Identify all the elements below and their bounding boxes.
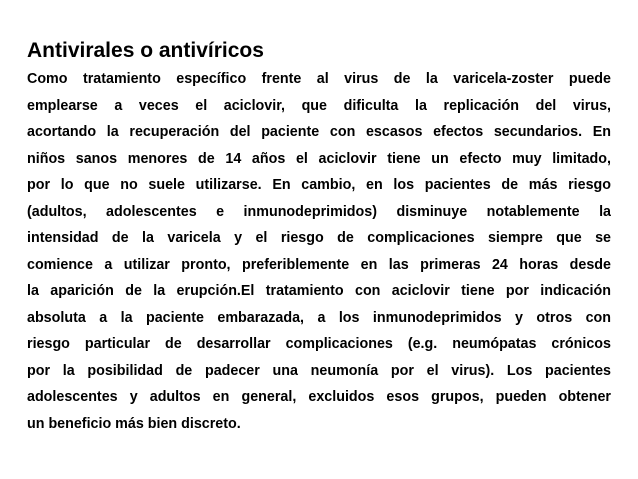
page-title: Antivirales o antivíricos	[27, 39, 264, 62]
paragraph-line: (adultos, adolescentes e inmunodeprimidos) disminuye notablemente la	[27, 203, 611, 220]
paragraph-line: un beneficio más bien discreto.	[27, 415, 241, 432]
paragraph-line: la aparición de la erupción.El tratamiento con aciclovir tiene por indicación	[27, 283, 611, 299]
paragraph-line: emplearse a veces el aciclovir, que dificulta la replicación del virus,	[27, 97, 611, 114]
paragraph-line: intensidad de la varicela y el riesgo de complicaciones siempre que se	[27, 230, 611, 246]
paragraph-line: absoluta a la paciente embarazada, a los inmunodeprimidos y otros con	[27, 309, 611, 326]
slide-content	[27, 38, 611, 437]
paragraph-line: acortando la recuperación del paciente con escasos efectos secundarios. En	[27, 124, 611, 140]
paragraph-line: adolescentes y adultos en general, excluidos esos grupos, pueden obtener	[27, 389, 611, 405]
paragraph-line: por lo que no suele utilizarse. En cambio, en los pacientes de más riesgo	[27, 177, 611, 193]
paragraph-line: niños sanos menores de 14 años el aciclovir tiene un efecto muy limitado,	[27, 150, 611, 167]
paragraph-line: riesgo particular de desarrollar complicaciones (e.g. neumópatas crónicos	[27, 336, 611, 352]
paragraph-line: comience a utilizar pronto, preferiblemente en las primeras 24 horas desde	[27, 256, 611, 273]
paragraph-line: Como tratamiento específico frente al virus de la varicela-zoster puede	[27, 71, 611, 87]
paragraph-line: por la posibilidad de padecer una neumonía por el virus). Los pacientes	[27, 362, 611, 379]
body-paragraph	[27, 66, 611, 437]
